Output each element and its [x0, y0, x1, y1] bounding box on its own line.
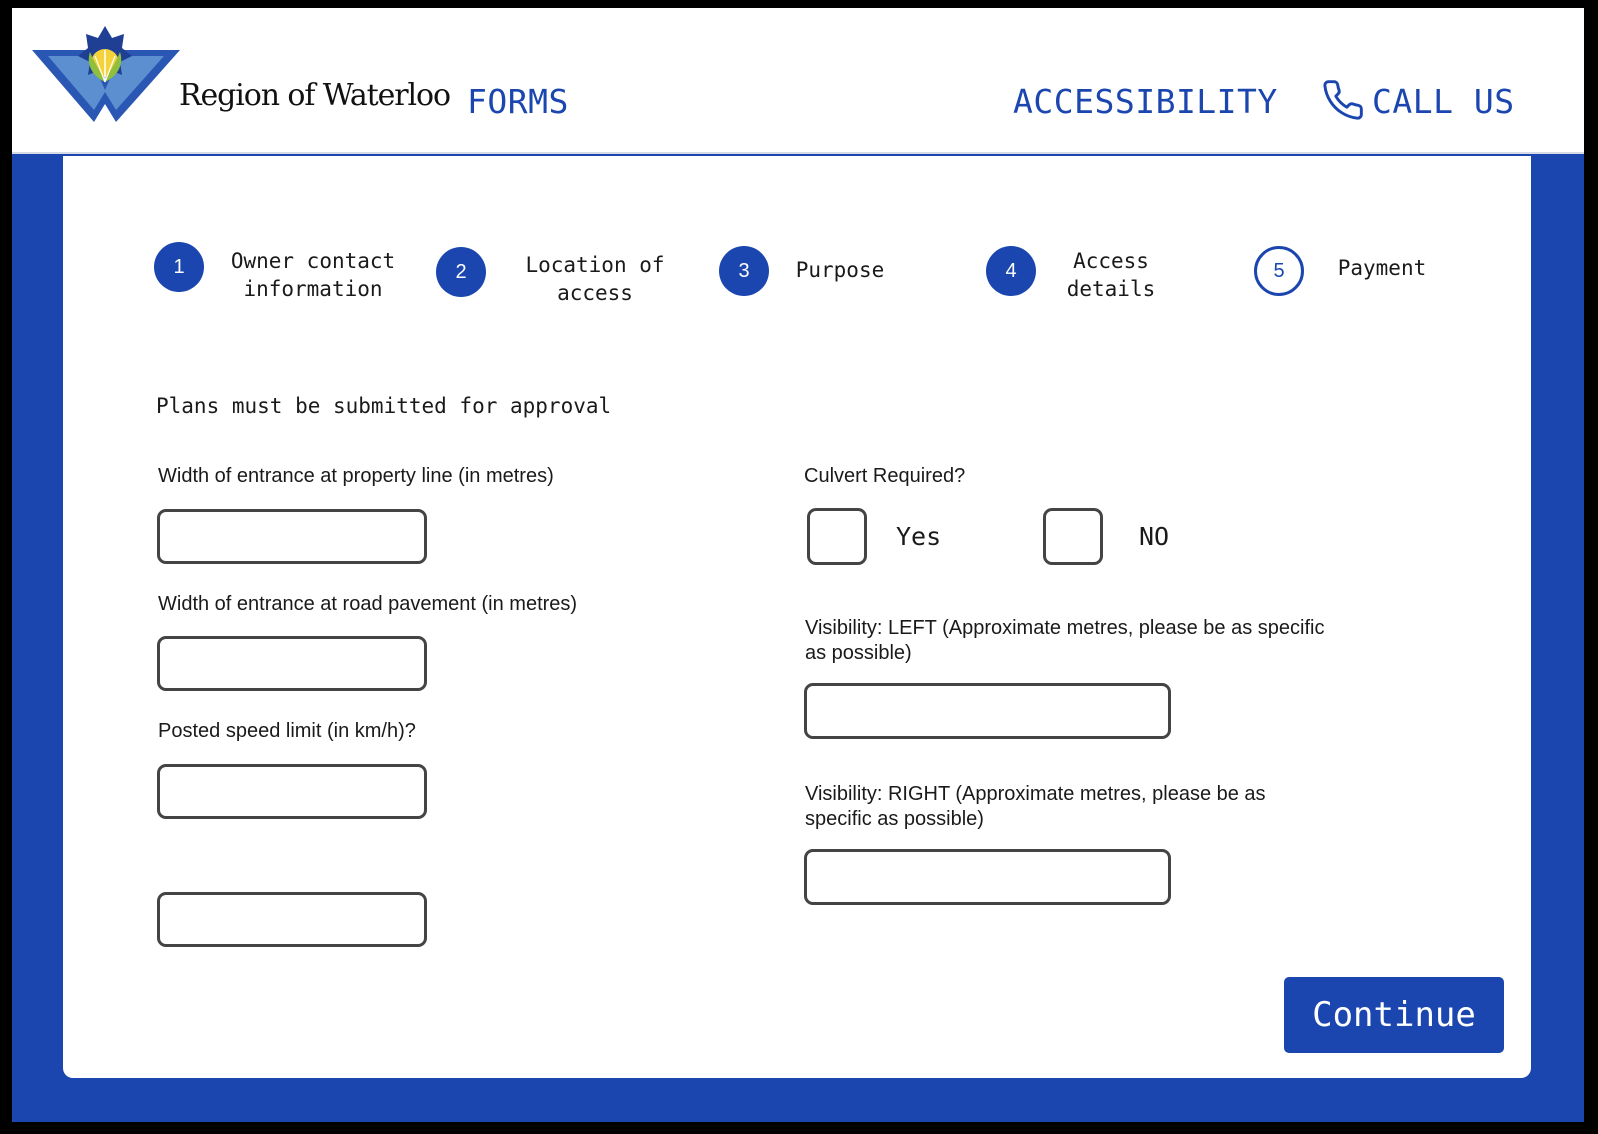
site-header: [12, 8, 1584, 154]
culvert-yes-checkbox[interactable]: [807, 508, 867, 565]
visibility-left-input[interactable]: [804, 683, 1171, 739]
culvert-label: Culvert Required?: [804, 465, 966, 487]
step-4-number[interactable]: 4: [986, 246, 1036, 296]
step-1-number[interactable]: 1: [154, 242, 204, 292]
entrance-road-input[interactable]: [157, 636, 427, 691]
visibility-right-input[interactable]: [804, 849, 1171, 905]
entrance-property-label: Width of entrance at property line (in metres): [158, 465, 554, 487]
step-2-label[interactable]: Location of access: [525, 253, 665, 305]
speed-limit-input[interactable]: [157, 764, 427, 819]
step-5-number[interactable]: 5: [1254, 246, 1304, 296]
approval-note: Plans must be submitted for approval: [156, 394, 612, 418]
call-us-link[interactable]: CALL US: [1372, 82, 1515, 121]
brand-name: Region of Waterloo: [179, 78, 450, 113]
visibility-right-label: Visibility: RIGHT (Approximate metres, please be as specific as possible): [805, 783, 1266, 830]
step-3-label[interactable]: Purpose: [795, 258, 885, 282]
step-4-label[interactable]: Access details: [1066, 249, 1156, 301]
visibility-left-label: Visibility: LEFT (Approximate metres, please be as specific as possible): [805, 617, 1325, 664]
accessibility-link[interactable]: ACCESSIBILITY: [1013, 82, 1278, 121]
entrance-property-input[interactable]: [157, 509, 427, 564]
step-1-label[interactable]: Owner contact information: [230, 249, 396, 301]
step-5-label[interactable]: Payment: [1337, 256, 1427, 280]
entrance-road-label: Width of entrance at road pavement (in metres): [158, 593, 578, 615]
speed-limit-label: Posted speed limit (in km/h)?: [158, 720, 416, 742]
culvert-yes-label[interactable]: Yes: [896, 522, 942, 551]
continue-button[interactable]: Continue: [1284, 977, 1504, 1053]
forms-link[interactable]: FORMS: [467, 82, 569, 121]
step-2-number[interactable]: 2: [436, 247, 486, 297]
culvert-no-label[interactable]: NO: [1139, 522, 1170, 551]
region-of-waterloo-logo[interactable]: [32, 20, 187, 135]
culvert-no-checkbox[interactable]: [1043, 508, 1103, 565]
phone-icon[interactable]: [1321, 78, 1365, 122]
step-3-number[interactable]: 3: [719, 246, 769, 296]
additional-input[interactable]: [157, 892, 427, 947]
